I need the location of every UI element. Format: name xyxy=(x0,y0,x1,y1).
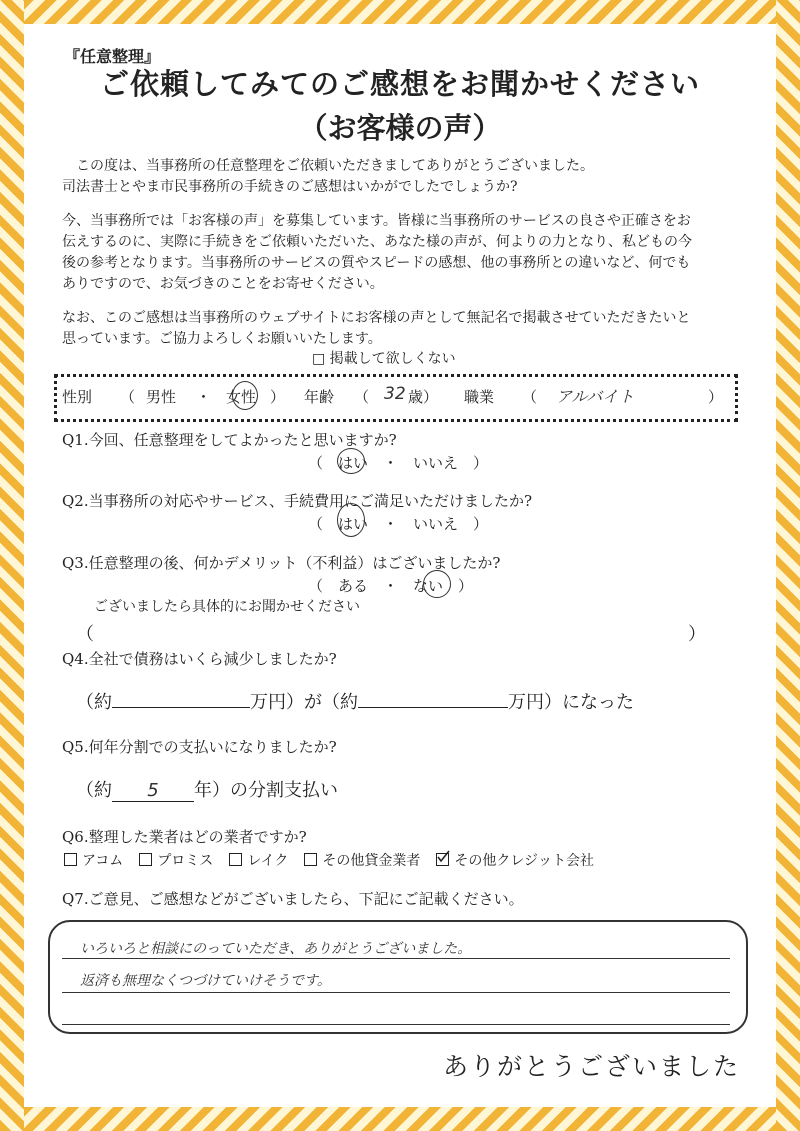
check-mark-icon xyxy=(436,850,450,864)
q6-option-promise[interactable] xyxy=(139,853,213,869)
q1-yes-circle xyxy=(337,448,365,474)
border-top xyxy=(0,0,800,24)
form-body xyxy=(24,24,776,1107)
q6-options xyxy=(64,850,594,870)
q5-answer xyxy=(76,776,338,802)
checked-checkbox-icon xyxy=(436,853,449,866)
q6-option-other-credit[interactable] xyxy=(436,853,594,869)
closing-thanks: ありがとうございました xyxy=(442,1052,740,1081)
border-right xyxy=(776,0,800,1131)
q3-answer[interactable]: （ ある ・ ない ） xyxy=(308,577,474,595)
comment-text-line1: いろいろと相談にのっていただき、ありがとうございました。 xyxy=(80,941,472,957)
q5-suffix: 年）の分割支払い xyxy=(194,780,338,801)
job-open-paren: （ xyxy=(522,388,538,406)
q6-option-label: その他貸金業者 xyxy=(322,853,421,869)
gender-close-paren: ） xyxy=(270,388,286,406)
q2-yes-circle xyxy=(337,503,365,537)
age-unit: 歳） xyxy=(408,388,439,406)
q4-mid: 万円）が（約 xyxy=(250,692,358,713)
publish-optout-checkbox[interactable]: □ 掲載して欲しくない xyxy=(312,351,456,367)
intro-p1-line2: 司法書士とやま市民事務所の手続きのご感想はいかがでしたでしょうか? xyxy=(62,179,518,195)
q3-no-circle xyxy=(423,570,451,598)
comment-line xyxy=(62,992,730,993)
intro-paragraph-1 xyxy=(62,156,742,198)
q3-detail-close: ） xyxy=(688,624,706,645)
comment-line xyxy=(62,958,730,959)
q7-question: Q7.ご意見、ご感想などがございましたら、下記にご記載ください。 xyxy=(62,890,524,908)
q6-option-lake[interactable] xyxy=(229,853,288,869)
q4-question: Q4.全社で債務はいくら減少しましたか? xyxy=(62,650,337,668)
q6-option-label: アコム xyxy=(82,853,124,869)
female-circle-mark xyxy=(232,381,258,410)
comment-line xyxy=(62,1024,730,1025)
intro-p3-line2: 思っています。ご協力よろしくお願いいたします。 xyxy=(62,331,382,347)
q1-answer[interactable]: （ はい ・ いいえ ） xyxy=(308,454,489,472)
job-close-paren: ） xyxy=(708,388,724,406)
gender-male[interactable]: 男性 xyxy=(146,388,177,406)
intro-p2-line2: 伝えするのに、実際に手続きをご依頼いただいた、あなた様の声が、何よりの力となり、私どもの今 xyxy=(62,234,692,250)
intro-p2-line4: ありですので、お気づきのことをお寄せください。 xyxy=(62,276,384,292)
page-subtitle: （お客様の声） xyxy=(298,111,502,145)
gender-female[interactable]: 女性 xyxy=(226,388,257,406)
q3-followup: ございましたら具体的にお聞かせください xyxy=(94,599,360,615)
gender-label: 性別 xyxy=(62,388,93,406)
q4-before-amount-field[interactable] xyxy=(112,689,250,708)
q5-years-field[interactable] xyxy=(112,780,194,802)
age-value[interactable]: 32 xyxy=(384,384,406,404)
intro-p3-line1: なお、このご感想は当事務所のウェブサイトにお客様の声として無記名で掲載させていただきたいと xyxy=(62,310,691,326)
intro-p1-line1: この度は、当事務所の任意整理をご依頼いただきましてありがとうございました。 xyxy=(76,158,594,174)
checkbox-icon xyxy=(139,853,152,866)
intro-p2-line3: 後の参考となります。当事務所のサービスの質やスピードの感想、他の事務所との違いなど、何でも xyxy=(62,255,691,271)
comment-text-line2: 返済も無理なくつづけていけそうです。 xyxy=(80,973,331,989)
q4-prefix: （約 xyxy=(76,692,112,713)
job-label: 職業 xyxy=(464,388,495,406)
q5-question: Q5.何年分割での支払いになりましたか? xyxy=(62,738,337,756)
job-value[interactable]: アルバイト xyxy=(556,387,635,406)
q4-answer xyxy=(76,688,634,714)
age-open-paren: （ xyxy=(354,388,370,406)
intro-p2-line1: 今、当事務所では「お客様の声」を募集しています。皆様に当事務所のサービスの良さや正確さをお xyxy=(62,213,691,229)
intro-paragraph-3 xyxy=(62,308,742,350)
comment-box[interactable] xyxy=(48,920,748,1034)
q1-question: Q1.今回、任意整理をしてよかったと思いますか? xyxy=(62,431,397,449)
category-tag: 『任意整理』 xyxy=(64,47,161,66)
checkbox-icon xyxy=(304,853,317,866)
q2-answer[interactable]: （ はい ・ いいえ ） xyxy=(308,515,489,533)
q3-question: Q3.任意整理の後、何かデメリット（不利益）はございましたか? xyxy=(62,554,501,572)
age-label: 年齢 xyxy=(304,388,335,406)
q5-years-value: 5 xyxy=(147,780,159,801)
q6-option-label: レイク xyxy=(247,853,289,869)
border-bottom xyxy=(0,1107,800,1131)
q6-question: Q6.整理した業者はどの業者ですか? xyxy=(62,828,307,846)
checkbox-icon xyxy=(64,853,77,866)
intro-paragraph-2 xyxy=(62,211,742,295)
q6-option-other-lender[interactable] xyxy=(304,853,420,869)
q4-suffix: 万円）になった xyxy=(508,692,634,713)
page-title: ご依頼してみてのご感想をお聞かせください xyxy=(99,67,700,101)
checkbox-icon xyxy=(229,853,242,866)
q3-detail-open: （ xyxy=(76,624,94,645)
border-left xyxy=(0,0,24,1131)
gender-open-paren: （ xyxy=(120,388,136,406)
q6-option-acom[interactable] xyxy=(64,853,123,869)
gender-separator: ・ xyxy=(196,388,212,406)
q6-option-label: プロミス xyxy=(157,853,214,869)
q2-question: Q2.当事務所の対応やサービス、手続費用にご満足いただけましたか? xyxy=(62,492,533,510)
q4-after-amount-field[interactable] xyxy=(358,689,508,708)
q5-prefix: （約 xyxy=(76,780,112,801)
q6-option-label: その他クレジット会社 xyxy=(454,853,594,869)
